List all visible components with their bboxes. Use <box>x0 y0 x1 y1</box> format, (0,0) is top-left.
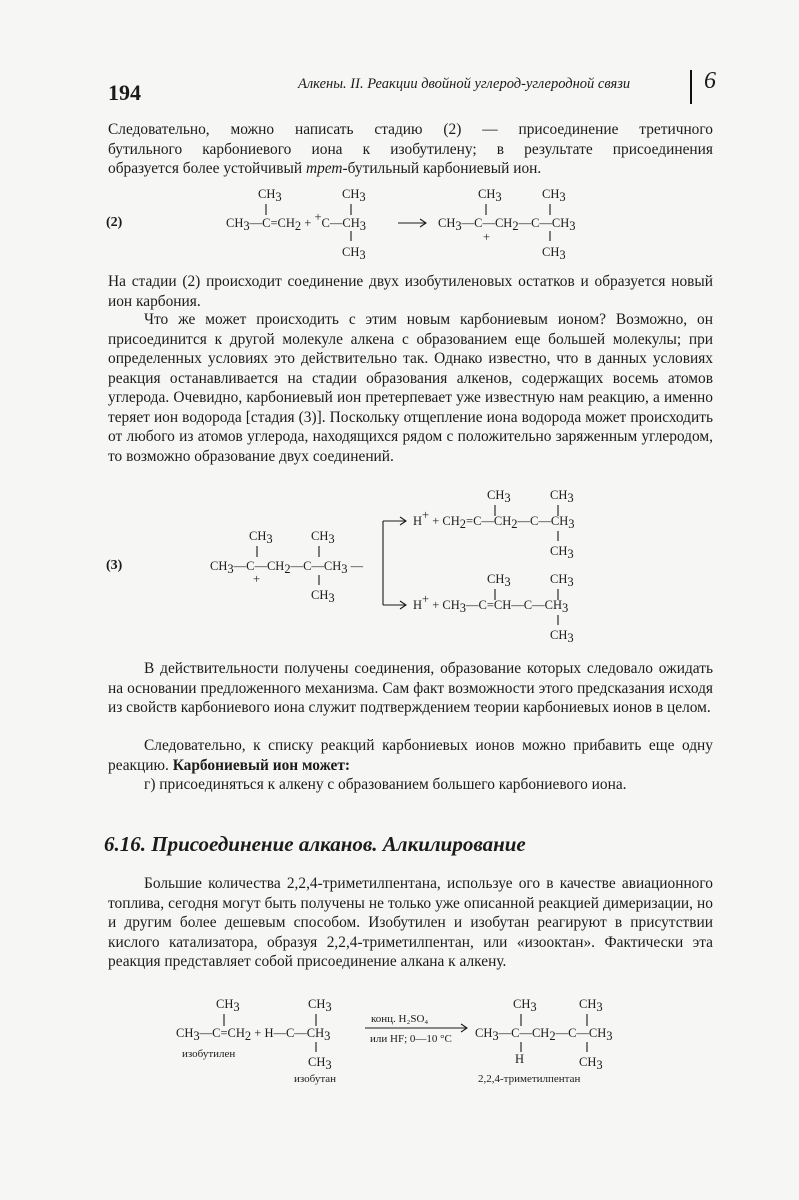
svg-text:CH3—C—CH2—C—CH3: CH3—C—CH2—C—CH3 <box>475 1026 613 1043</box>
section-heading: 6.16. Присоединение алканов. Алкилирование <box>104 832 526 856</box>
svg-text:CH3: CH3 <box>258 187 282 204</box>
product-label: 2,2,4-триметилпентан <box>478 1073 581 1085</box>
equation-2-label: (2) <box>106 215 123 230</box>
svg-text:CH3: CH3 <box>308 1055 332 1072</box>
svg-text:CH3: CH3 <box>542 187 566 204</box>
header-divider <box>690 70 692 104</box>
svg-text:CH3: CH3 <box>550 628 574 645</box>
svg-text:CH3: CH3 <box>342 187 366 204</box>
svg-text:CH3: CH3 <box>478 187 502 204</box>
svg-text:CH3: CH3 <box>487 572 511 589</box>
paragraph-1-line-2: бутильного карбониевого иона к изобутилену; в результате присоединения <box>108 140 713 158</box>
svg-text:CH3—C—CH2—C—CH3 —: CH3—C—CH2—C—CH3 — <box>210 559 364 576</box>
svg-text:+: + <box>483 230 491 244</box>
svg-text:CH3: CH3 <box>342 245 366 262</box>
svg-text:CH3: CH3 <box>311 588 335 605</box>
equation-3-scheme <box>205 485 625 645</box>
paragraph-7: Большие количества 2,2,4-триметилпентана, используе ого в качестве авиационного топлива, сегодня могут быть получены не только уже описанной реакцией димеризации, но и другим более дешевым способом. Изобутилен и изобутан реагируют в присутствии кислого катализатора, образуя 2,2,4-триметилпентан, или «изооктан». Фактически эта реакция представляет собой присоединение алкана к алкену. <box>108 875 713 970</box>
svg-text:CH3: CH3 <box>308 997 332 1014</box>
catalyst-top-label: конц. H₂SO₄ <box>371 1013 429 1025</box>
svg-text:+: + <box>253 572 261 586</box>
svg-text:CH3—C=CH2 + H—C—CH3: CH3—C=CH2 + H—C—CH3 <box>176 1026 331 1043</box>
paragraph-6: г) присоединяться к алкену с образованием большего карбониевого иона. <box>144 776 627 793</box>
svg-text:CH3: CH3 <box>550 544 574 561</box>
svg-text:H: H <box>515 1052 525 1066</box>
svg-text:CH3: CH3 <box>249 529 273 546</box>
svg-text:CH3: CH3 <box>542 245 566 262</box>
running-title: Алкены. II. Реакции двойной углерод-углеродной связи <box>298 76 631 92</box>
svg-text:CH3—C—CH2—C—CH3: CH3—C—CH2—C—CH3 <box>438 216 576 233</box>
svg-text:H+ + CH2=C—CH2—C—CH3: H+ + CH2=C—CH2—C—CH3 <box>413 508 575 531</box>
isobutylene-label: изобутилен <box>182 1048 236 1060</box>
svg-text:CH3: CH3 <box>550 488 574 505</box>
svg-text:CH3: CH3 <box>513 997 537 1014</box>
paragraph-4: В действительности получены соединения, образование которых следовало ожидать на основании предложенного механизма. Сам факт возможности этого предсказания исходя из свойств карбониевого иона служит подтверждением теории карбониевых ионов в целом. <box>108 660 713 716</box>
svg-text:CH3: CH3 <box>311 529 335 546</box>
paragraph-3: Что же может происходить с этим новым карбониевым ионом? Возможно, он присоединится к другой молекуле алкена с образованием еще большей молекулы; при определенных условиях это действительно так. Однако известно, что в данных условиях реакция останавливается на стадии образования алкенов, содержащих восемь атомов углерода. Очевидно, карбониевый ион претерпевает уже известную нам реакцию, а именно теряет ион водорода [стадия (3)]. Поскольку отщепление иона водорода может происходить от любого из атомов углерода, находящихся рядом с положительно заряженным углеродом, то возможно образование двух соединений. <box>108 311 713 465</box>
svg-text:CH3: CH3 <box>216 997 240 1014</box>
svg-text:H+ + CH3—C=CH—C—CH3: H+ + CH3—C=CH—C—CH3 <box>413 592 569 615</box>
svg-text:CH3: CH3 <box>579 1055 603 1072</box>
paragraph-1-line-1: Следовательно, можно написать стадию (2) — присоединение третичного <box>108 121 713 138</box>
paragraph-2: На стадии (2) происходит соединение двух изобутиленовых остатков и образуется новый ион карбония. <box>108 273 713 310</box>
svg-text:CH3: CH3 <box>487 488 511 505</box>
equation-2-scheme <box>220 180 620 260</box>
alkylation-equation-scheme <box>170 990 650 1090</box>
page-header <box>108 68 716 110</box>
equation-3-label: (3) <box>106 558 123 573</box>
isobutane-label: изобутан <box>294 1073 337 1085</box>
paragraph-1 <box>108 120 713 179</box>
svg-text:CH3: CH3 <box>579 997 603 1014</box>
svg-text:CH3: CH3 <box>550 572 574 589</box>
catalyst-bottom-label: или HF; 0—10 °C <box>370 1033 452 1045</box>
paragraph-1-line-3: образуется более устойчивый трет-бутильный карбониевый ион. <box>108 160 542 177</box>
paragraph-5: Следовательно, к списку реакций карбониевых ионов можно прибавить еще одну реакцию. Карбониевый ион может: <box>108 737 713 774</box>
svg-text:CH3—C=CH2 + +C—CH3: CH3—C=CH2 + +C—CH3 <box>226 210 366 233</box>
chapter-number: 6 <box>704 68 716 94</box>
page-number: 194 <box>108 80 141 105</box>
